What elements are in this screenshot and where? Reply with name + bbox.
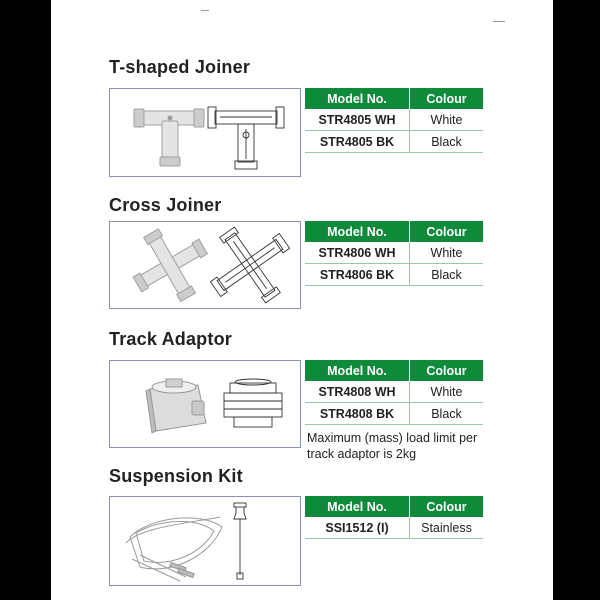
table-header-row [305,360,483,381]
spec-table [305,496,483,539]
colour-value: White [410,381,484,403]
header-colour: Colour [410,360,484,381]
section-title: T-shaped Joiner [109,57,251,77]
model-number: STR4808 WH [305,381,410,403]
model-number: STR4808 BK [305,403,410,425]
cross-joiner-icon [110,222,300,308]
header-colour: Colour [410,88,484,109]
colour-value: Black [410,403,484,425]
model-number: STR4805 BK [305,131,410,153]
colour-value: Stainless [410,517,484,539]
product-image-cross-joiner [109,221,301,309]
table-row [305,403,483,425]
spec-table [305,88,483,153]
model-number: STR4805 WH [305,109,410,131]
table-row [305,242,483,264]
table-row [305,381,483,403]
section-title: Suspension Kit [109,466,243,486]
product-image-t-joiner [109,88,301,177]
colour-value: White [410,109,484,131]
load-limit-note: Maximum (mass) load limit per track adaptor is 2kg [307,431,478,461]
colour-value: White [410,242,484,264]
header-model: Model No. [305,360,410,381]
spec-table [305,221,483,286]
catalog-page [51,0,553,600]
scan-mark [201,10,209,11]
header-model: Model No. [305,496,410,517]
section-title: Track Adaptor [109,329,232,349]
header-colour: Colour [410,221,484,242]
suspension-kit-icon [110,497,300,585]
table-row [305,264,483,286]
section-title: Cross Joiner [109,195,222,215]
table-row [305,109,483,131]
table-header-row [305,496,483,517]
colour-value: Black [410,264,484,286]
product-image-track-adaptor [109,360,301,448]
model-number: STR4806 WH [305,242,410,264]
header-model: Model No. [305,88,410,109]
model-number: SSI1512 (I) [305,517,410,539]
header-model: Model No. [305,221,410,242]
track-adaptor-icon [110,361,300,447]
product-image-suspension-kit [109,496,301,586]
t-joiner-icon [110,89,300,176]
spec-table [305,360,483,425]
scan-mark [493,21,505,22]
header-colour: Colour [410,496,484,517]
model-number: STR4806 BK [305,264,410,286]
table-row [305,131,483,153]
table-header-row [305,221,483,242]
table-row [305,517,483,539]
table-header-row [305,88,483,109]
colour-value: Black [410,131,484,153]
